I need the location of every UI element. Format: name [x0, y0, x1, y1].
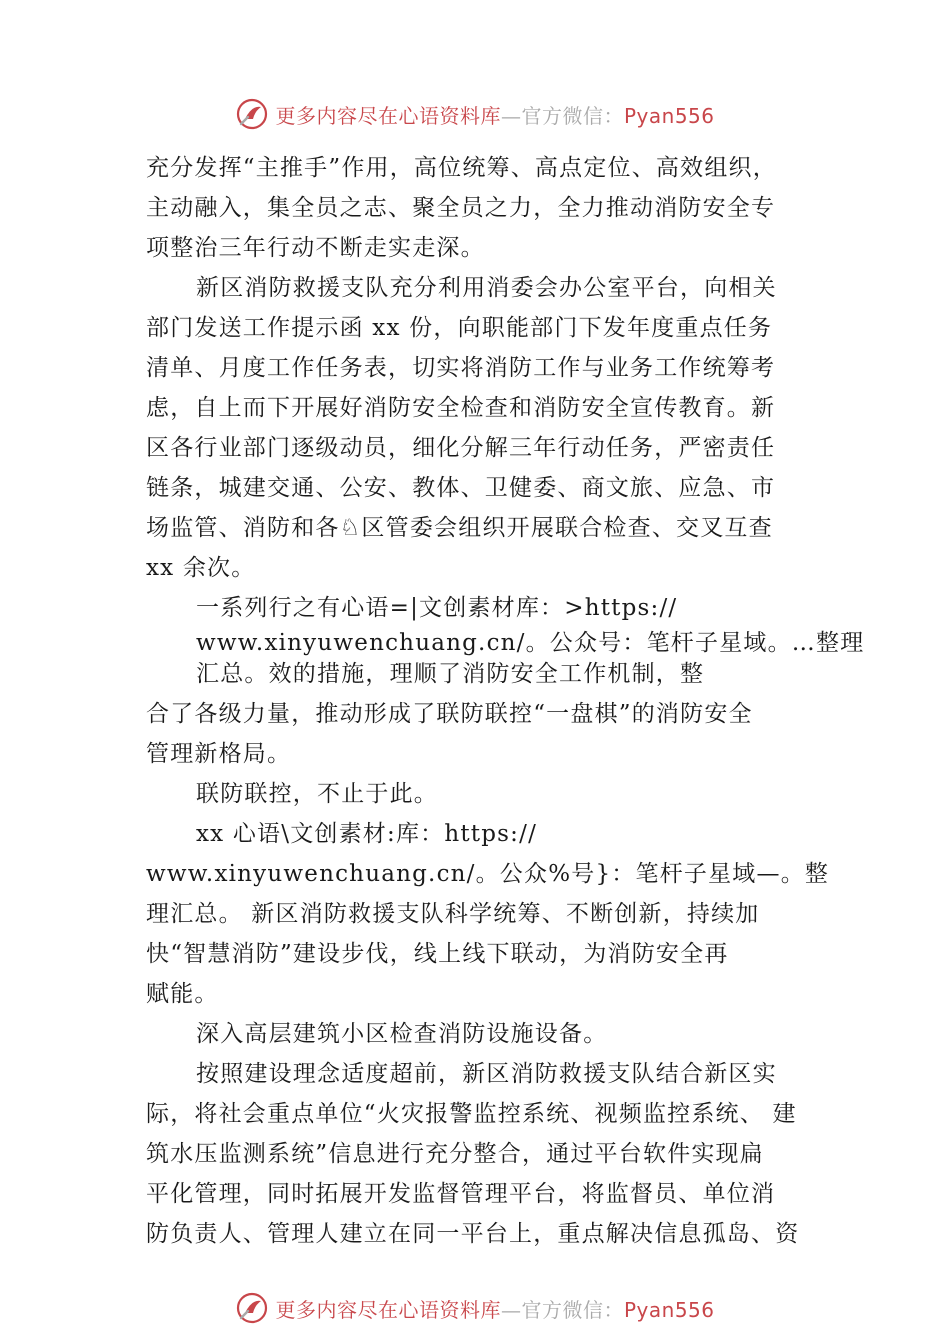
- watermark-wechat-id: Pyan556: [623, 103, 715, 128]
- watermark-text: [275, 100, 714, 129]
- watermark-text: [275, 1294, 714, 1323]
- footer-watermark: [0, 1288, 950, 1328]
- text-line: 合了各级力量，推动形成了联防联控“一盘棋”的消防安全: [146, 701, 753, 727]
- text-line: 区各行业部门逐级动员，细化分解三年行动任务，严密责任: [146, 435, 776, 461]
- text-line: 防负责人、管理人建立在同一平台上，重点解决信息孤岛、资: [146, 1221, 800, 1247]
- text-line: 一系列行之有心语=|文创素材库：>https://: [196, 595, 678, 621]
- text-line: 新区消防救援支队充分利用消委会办公室平台，向相关: [196, 275, 777, 301]
- watermark-wechat-label: 官方微信：: [521, 1297, 624, 1322]
- text-line: 项整治三年行动不断走实走深。: [146, 235, 485, 261]
- brand-logo-icon: [235, 97, 269, 131]
- watermark-dash: —: [500, 103, 522, 128]
- text-line: 充分发挥“主推手”作用，高位统筹、高点定位、高效组织，: [146, 155, 777, 181]
- watermark-brand: 更多内容尽在心语资料库: [275, 103, 501, 128]
- text-line: www.xinyuwenchuang.cn/。公众%号}：笔杆子星域—。整: [146, 861, 830, 887]
- text-line: 场监管、消防和各♘区管委会组织开展联合检查、交叉互查: [146, 515, 773, 541]
- text-line: 际，将社会重点单位“火灾报警监控系统、视频监控系统、 建: [146, 1101, 797, 1127]
- text-line: 主动融入，集全员之志、聚全员之力，全力推动消防安全专: [146, 195, 776, 221]
- text-line: xx 心语\文创素材:库：https://: [196, 821, 538, 847]
- text-line: 虑，自上而下开展好消防安全检查和消防安全宣传教育。新: [146, 395, 776, 421]
- text-line: 筑水压监测系统”信息进行充分整合，通过平台软件实现扁: [146, 1141, 764, 1167]
- text-line: 管理新格局。: [146, 741, 292, 767]
- brand-logo-icon: [235, 1291, 269, 1325]
- text-line: 链条，城建交通、公安、教体、卫健委、商文旅、应急、市: [146, 475, 776, 501]
- text-line: 汇总。效的措施，理顺了消防安全工作机制，整: [196, 661, 705, 687]
- document-body: [146, 148, 865, 1254]
- text-line: 部门发送工作提示函 xx 份，向职能部门下发年度重点任务: [146, 315, 773, 341]
- watermark-wechat-id: Pyan556: [623, 1297, 715, 1322]
- header-watermark: [0, 94, 950, 134]
- text-line: 赋能。: [146, 981, 219, 1007]
- text-line: 联防联控，不止于此。: [196, 781, 438, 807]
- text-line: www.xinyuwenchuang.cn/。公众号：笔杆子星域。…整理: [196, 630, 865, 656]
- watermark-dash: —: [500, 1297, 522, 1322]
- text-line: 深入高层建筑小区检查消防设施设备。: [196, 1021, 608, 1047]
- text-line: 快“智慧消防”建设步伐，线上线下联动，为消防安全再: [146, 941, 729, 967]
- watermark-wechat-label: 官方微信：: [521, 103, 624, 128]
- text-line: 理汇总。 新区消防救援支队科学统筹、不断创新，持续加: [146, 901, 760, 927]
- text-line: 平化管理，同时拓展开发监督管理平台，将监督员、单位消: [146, 1181, 776, 1207]
- text-line: xx 余次。: [146, 555, 256, 581]
- text-line: 按照建设理念适度超前，新区消防救援支队结合新区实: [196, 1061, 777, 1087]
- text-line: 清单、月度工作任务表，切实将消防工作与业务工作统筹考: [146, 355, 776, 381]
- watermark-brand: 更多内容尽在心语资料库: [275, 1297, 501, 1322]
